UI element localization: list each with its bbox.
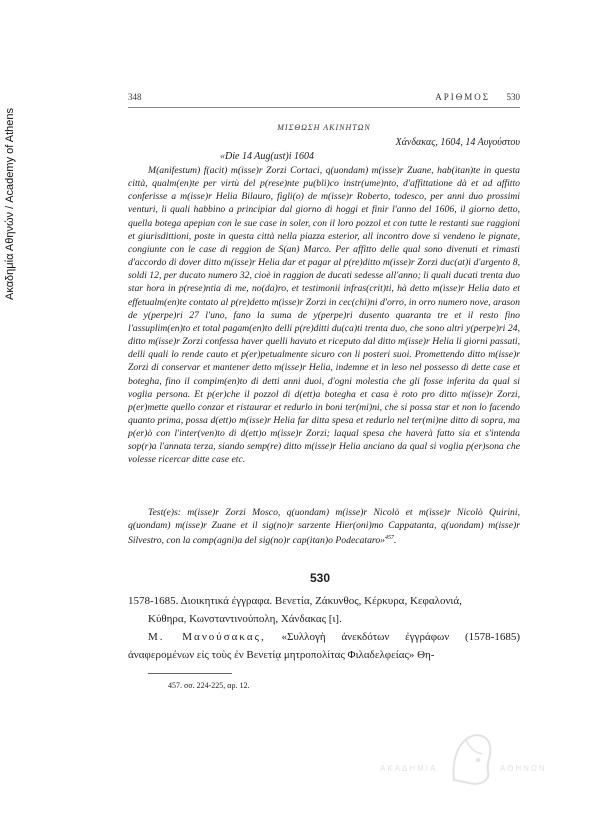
entry-line-1: 1578-1685. Διοικητικά έγγραφα. Βενετία, Ζάκυνθος, Κέρκυρα, Κεφαλονιά, (128, 595, 462, 607)
document-lead-date: «Die 14 Aug(ust)i 1604 (220, 151, 314, 162)
header-title: ΑΡΙΘΜΟΣ (435, 92, 490, 102)
archive-side-label (4, 40, 20, 300)
header-doc-number: 530 (506, 92, 520, 102)
page-header (128, 92, 520, 106)
entry-source (128, 628, 520, 664)
witnesses-paragraph: Test(e)s: m(isse)r Zorzi Mosco, q(uondam) m(isse)r Nicolò et m(isse)r Nicolò Quirini, q(uondam) m(isse)r Zuane et il sig(no)r sarzente Hier(oni)mo Cappatanta, q(uondam) m(isse)r Silvestro, con la comp(agni)a del sig(no)r cap(itan)o Podecataro»$^{457}$. (128, 507, 520, 547)
header-rule (128, 107, 520, 108)
page-number: 348 (128, 92, 142, 102)
footnote-ref: 457 (385, 535, 395, 542)
watermark-right-text: ΑΘΗΝΩΝ (500, 764, 547, 773)
footnote: 457. σσ. 224-225, αρ. 12. (168, 681, 250, 690)
source-author: Μ. Μανούσακας, (148, 631, 266, 643)
entry-line-2: Κύθηρα, Κωνσταντινούπολη, Χάνδακας [ι]. (148, 613, 342, 625)
watermark-left-text: ΑΚΑΔΗΜΙΑ (380, 764, 438, 773)
place-date: Χάνδακας, 1604, 14 Αυγούστου (395, 137, 520, 148)
entry-number: 530 (309, 571, 331, 585)
catalog-entry (128, 592, 520, 664)
document-body-text: M(anifestum) f(acit) m(isse)r Zorzi Cortaci, q(uondam) m(isse)r Zuane, hab(itan)te in questa città, qualm(en)te per virtù del p(rese)nte pu(bli)co instr(ume)nto, d'affittatione dà et ad affitto conferisse a m(isse)r Helia Bilauro, figli(o) de m(isse)r Roberto, todesco, per anni duo prossimi venturi, li quali habbino a principiar dal giorno di hoggi et finir l'anno del 1606, il giorno detto, quella botega apepian con le sue case in soler, con il loro pozzol et con tutte le restanti sue raggioni et giurisdittioni, poste in questa città nella piazza esterior, all incontro dove si vendeno le pignate, congiunte con le case di reggion de S(an) Marco. Per affitto delle qual sono divenuti et rimasti d'accordo di dover ditto m(isse)r Helia dar et pagar al p(re)ditto m(isse)r Zorzi duc(at)i d'argento 8, soldi 12, per ducato numero 32, cioè in raggion de ducati sedesse all'anno; li quali ducati trenta duo star hora in p(rese)ntia di me, no(da)ro, et testimonii infras(crit)ti, hà detto m(isse)r Helia dato et effetualm(en)te contato al p(re)detto m(isse)r Zorzi in cec(chi)ni d'orro, in orro numero nove, arason de y(perpe)ri 27 l'uno, fano la suma de y(perpe)ri dusento quaranta tre et il resto fino l'assuplim(en)to et total pagam(en)to delli p(re)ditti du(ca)ti trenta duo, che sono altri y(perpe)ri 24, ditto m(isse)r Zorzi confessa haver quelli havuto et riceputo dal ditto m(isse)r Helia li giorni passati, delli quali lo rende cauto et p(er)petualmente sicuro con li posteri suoi. Promettendo ditto m(isse)r Zorzi di conservar et mantener detto m(isse)r Helia, indemne et in leso nel possesso di dette case et botegha, fino il compim(en)to di detti anni duoi, d'ogni molestia che gli fosse inferita da qual si voglia persona. Et p(er)che il pozzol di d(ett)a botegha et casa è roto pro ditto m(isse)r Zorzi, p(er)mette quello conzar et ristaurar et redurlo in boni ter(mi)ni, che si possa star et non lo facendo quanto prima, possa d(ett)o m(isse)r Helia far ditta spesa et redurlo nel ter(mi)ne ditto di sopra, ma p(er)ò con l'inter(ven)to di d(ett)o m(isse)r Zorzi; laqual spesa che haverà fatto sia et s'intenda sop(r)a l'annata terza, siando semp(re) ditto m(isse)r Helia anciano da qual si voglia p(er)sona che volesse ricercar ditte case etc. (128, 165, 520, 466)
athena-head-logo-icon (444, 728, 496, 788)
academy-watermark (380, 728, 560, 788)
footnote-rule (148, 673, 232, 674)
source-title: «Συλλογὴ ἀνεκδότων ἐγγράφων (1578-1685) ἀναφερομένων εἰς τοὺς ἐν Βενετίᾳ μητροπολίτας Φιλαδελφείας» Θη- (128, 631, 520, 661)
archive-side-label-text: Ακαδημία Αθηνών / Academy of Athens (4, 107, 16, 300)
document-subtitle: ΜΙΣΘΩΣΗ ΑΚΙΝΗΤΩΝ (277, 123, 371, 132)
witnesses-text: Test(e)s: m(isse)r Zorzi Mosco, q(uondam) m(isse)r Nicolò et m(isse)r Nicolò Quirini, q(uondam) m(isse)r Zuane et il sig(no)r sarzente Hier(oni)mo Cappatanta, q(uondam) m(isse)r Silvestro, con la comp(agni)a del sig(no)r cap(itan)o Podecataro» (128, 507, 520, 547)
